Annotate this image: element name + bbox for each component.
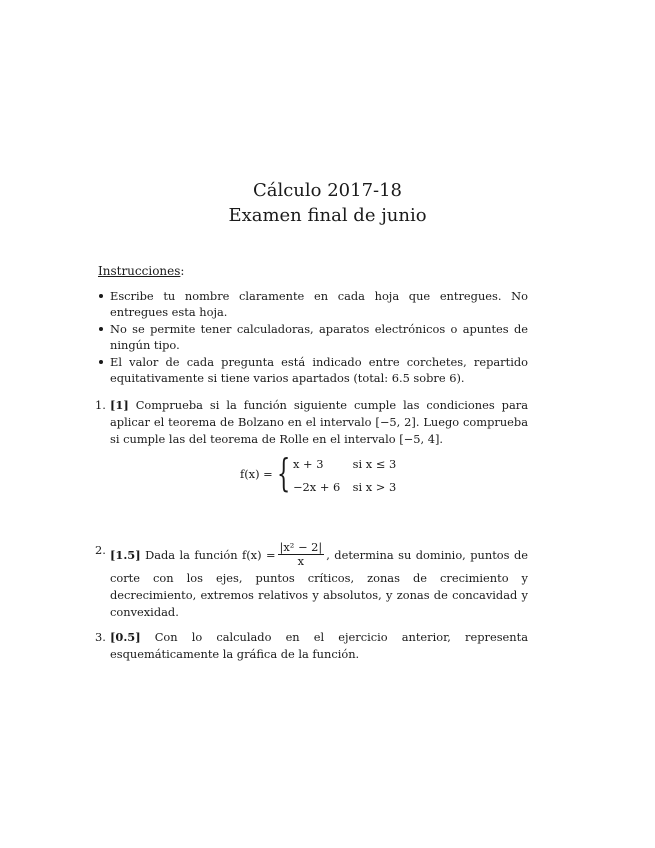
instructions-list xyxy=(98,288,528,387)
case-condition: si x > 3 xyxy=(352,480,397,494)
question-1 xyxy=(95,397,528,448)
case-condition: si x ≤ 3 xyxy=(352,457,397,471)
exam-title: Examen final de junio xyxy=(228,205,427,226)
instruction-item: No se permite tener calculadoras, aparatos electrónicos o apuntes de ningún tipo. xyxy=(98,321,528,353)
case-expression: −2x + 6 xyxy=(293,480,341,494)
question-points: [1.5] xyxy=(110,548,141,562)
question-text-after: , determina su dominio, puntos de corte con los ejes, puntos críticos, zonas de crecimiento y decrecimiento, extremos relativos y absolutos, y zonas de concavidad y convexidad. xyxy=(110,548,528,619)
question-text: Comprueba si la función siguiente cumple las condiciones para aplicar el teorema de Bolzano en el intervalo [−5, 2]. Luego comprueba si cumple las del teorema de Rolle en el intervalo [−5, 4]. xyxy=(110,398,528,446)
case-expression: x + 3 xyxy=(293,457,324,471)
question-text: Con lo calculado en el ejercicio anterior, representa esquemáticamente la gráfica de la función. xyxy=(110,630,528,661)
formula-case xyxy=(293,480,396,494)
instructions-heading-text: Instrucciones xyxy=(98,264,181,278)
piecewise-formula xyxy=(240,451,440,497)
question-points: [0.5] xyxy=(110,630,141,644)
formula-lhs: f(x) = xyxy=(240,467,273,481)
question-number: 3. xyxy=(95,630,106,644)
fraction-denominator: x xyxy=(297,554,305,568)
question-body xyxy=(110,397,528,448)
instructions-heading xyxy=(98,264,184,279)
instruction-item: El valor de cada pregunta está indicado entre corchetes, repartido equitativamente si tiene varios apartados (total: 6.5 sobre 6). xyxy=(98,354,528,386)
question-number: 2. xyxy=(95,543,106,557)
question-number: 1. xyxy=(95,398,106,412)
formula-case xyxy=(293,457,396,471)
instructions-heading-colon: : xyxy=(180,264,185,278)
question-body xyxy=(110,629,528,663)
question-3 xyxy=(95,629,528,663)
question-body xyxy=(110,542,528,621)
fraction xyxy=(278,540,325,568)
question-text-before: Dada la función f(x) = xyxy=(145,548,276,562)
instruction-item: Escribe tu nombre claramente en cada hoja que entregues. No entregues esta hoja. xyxy=(98,288,528,320)
left-brace-glyph: { xyxy=(277,451,291,495)
course-title: Cálculo 2017-18 xyxy=(252,180,403,201)
question-2 xyxy=(95,542,528,621)
question-points: [1] xyxy=(110,398,129,412)
fraction-numerator: |x² − 2| xyxy=(279,540,323,554)
